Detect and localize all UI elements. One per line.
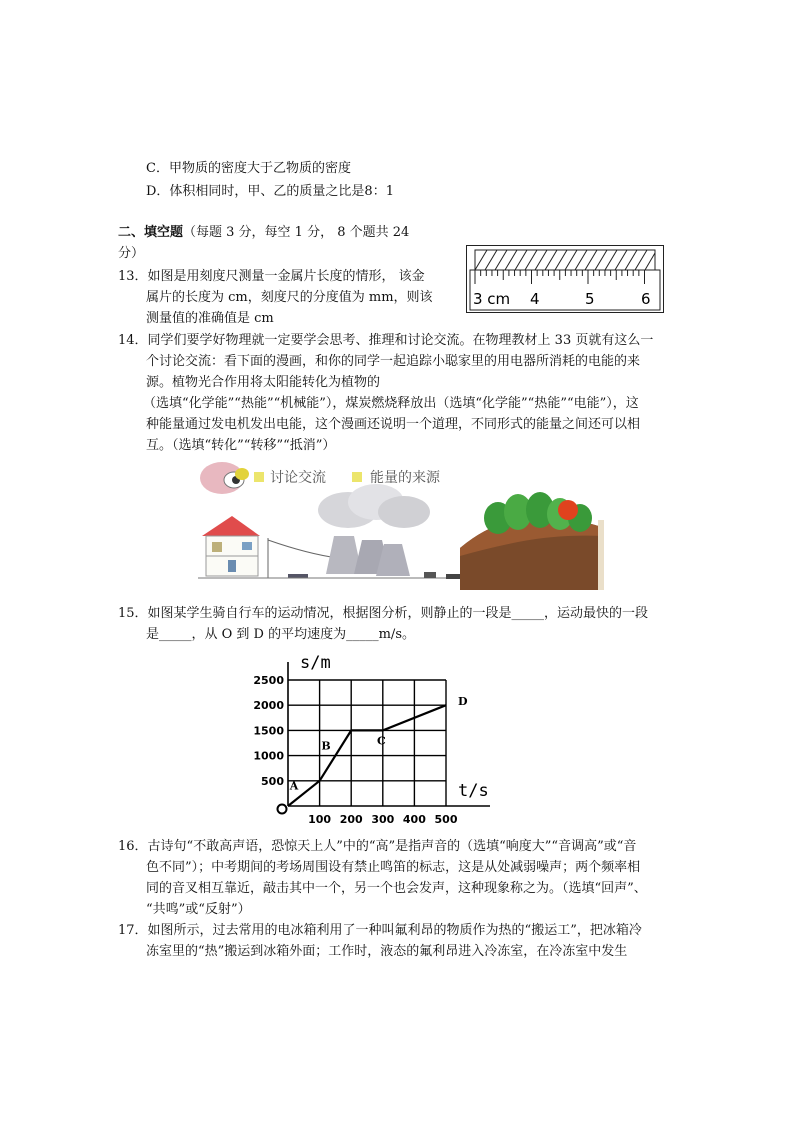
q16-line1	[118, 836, 636, 858]
q14-line2: 个讨论交流：看下面的漫画，和你的同学一起追踪小聪家里的用电器所消耗的电能的来	[146, 354, 641, 369]
metal-strip	[475, 250, 655, 270]
house-icon	[202, 516, 260, 576]
power-plant-icon	[318, 484, 430, 576]
tag-square-icon	[352, 472, 362, 482]
origin-marker	[278, 805, 287, 814]
q14-text1: 同学们要学好物理就一定要学会思考、推理和讨论交流。在物理教材上 33 页就有这么一	[147, 333, 654, 348]
q14-line6: 互。（选填“转化”“转移”“抵消”）	[146, 438, 336, 453]
x-tick-label: 100	[308, 813, 332, 826]
y-axis-label: s/m	[300, 653, 331, 673]
q16-line3: 同的音叉相互靠近，敲击其中一个，另一个也会发声，这种现象称之为。（选填“回声”、	[146, 881, 647, 896]
s-t-graph	[253, 646, 500, 828]
q15-line2: 是_____，从 O 到 D 的平均速度为_____m/s。	[146, 627, 415, 642]
q16-text1: 古诗句“不敢高声语，恐惊天上人”中的“高”是指声音的（选填“响度大”“音调高”或“音	[147, 839, 637, 854]
q13-line2: 属片的长度为 cm，刻度尺的分度值为 mm，则该	[146, 290, 433, 305]
energy-source-cartoon	[198, 456, 604, 590]
section-title: 二、填空题	[118, 225, 184, 240]
x-tick-label: 200	[339, 813, 363, 826]
q13-number: 13．	[118, 269, 148, 284]
q17-number: 17．	[118, 923, 148, 938]
chart-svg	[253, 646, 500, 828]
ruler-figure	[466, 245, 664, 313]
q14-line5: 种能量通过发电机发出电能，这个漫画还说明一个道理，不同形式的能量之间还可以相	[146, 417, 641, 432]
q13-text1: 如图是用刻度尺测量一金属片长度的情形， 该金	[147, 269, 425, 284]
x-tick-label: 500	[434, 813, 458, 826]
q14-line4: （选填“化学能”“热能”“机械能”），煤炭燃烧释放出（选填“化学能”“热能”“电能”），这	[143, 396, 639, 411]
tag-square-icon	[254, 472, 264, 482]
segment-label: C	[377, 734, 386, 748]
ruler-label-3cm: 3 cm	[473, 290, 511, 308]
ruler-ticks	[475, 270, 645, 284]
option-c: C．甲物质的密度大于乙物质的密度	[146, 161, 351, 176]
chart-segment-labels	[289, 695, 468, 792]
q17-line1	[118, 920, 642, 942]
ruler-label-4: 4	[530, 290, 540, 308]
y-tick-label: 2500	[253, 674, 284, 687]
q17-line2: 冻室里的“热”搬运到冰箱外面；工作时，液态的氟利昂进入冷冻室，在冷冻室中发生	[146, 944, 628, 959]
q14-line1	[118, 330, 653, 352]
cartoon-svg	[198, 456, 604, 590]
section-heading	[118, 222, 409, 244]
q15-line1	[118, 603, 648, 625]
mascot-icon	[200, 462, 249, 494]
x-axis-label: t/s	[458, 781, 489, 801]
section-info: （每题 3 分，每空 1 分， 8 个题共 24	[183, 225, 410, 240]
y-tick-label: 1000	[253, 749, 284, 763]
q14-line3: 源。植物光合作用将太阳能转化为植物的	[146, 375, 381, 390]
y-tick-label: 1500	[253, 724, 284, 738]
x-tick-label: 400	[402, 813, 426, 826]
truck-icon	[424, 572, 436, 578]
q17-text1: 如图所示，过去常用的电冰箱利用了一种叫氟利昂的物质作为热的“搬运工”，把冰箱冷	[147, 923, 642, 938]
q14-number: 14．	[118, 333, 148, 348]
q13-line1	[118, 266, 425, 288]
q15-number: 15．	[118, 606, 148, 621]
q15-text1: 如图某学生骑自行车的运动情况，根据图分析，则静止的一段是_____，运动最快的一段	[147, 606, 649, 621]
y-tick-label: 500	[261, 774, 284, 788]
cartoon-tag1: 讨论交流	[270, 470, 326, 486]
q16-line2: 色不同”）；中考期间的考场周围设有禁止鸣笛的标志，这是从处减弱噪声；两个频率相	[146, 860, 641, 875]
y-tick-label: 2000	[253, 699, 284, 713]
cartoon-tag2: 能量的来源	[370, 470, 440, 486]
ruler-svg	[467, 246, 663, 312]
section-info-cont: 分）	[118, 246, 145, 261]
ruler-label-6: 6	[641, 290, 651, 308]
option-d: D．体积相同时，甲、乙的质量之比是8：1	[146, 184, 394, 199]
segment-label: D	[458, 695, 468, 709]
forest-hill-icon	[460, 492, 604, 590]
q13-line3: 测量值的准确值是 cm	[146, 311, 274, 326]
segment-label: A	[289, 779, 299, 793]
x-tick-label: 300	[371, 813, 395, 826]
sun-icon	[558, 500, 578, 520]
q16-line4: “共鸣”或“反射”）	[146, 902, 251, 917]
q16-number: 16．	[118, 839, 148, 854]
ruler-label-5: 5	[585, 290, 595, 308]
chart-tick-labels	[253, 674, 457, 826]
segment-label: B	[321, 739, 331, 753]
